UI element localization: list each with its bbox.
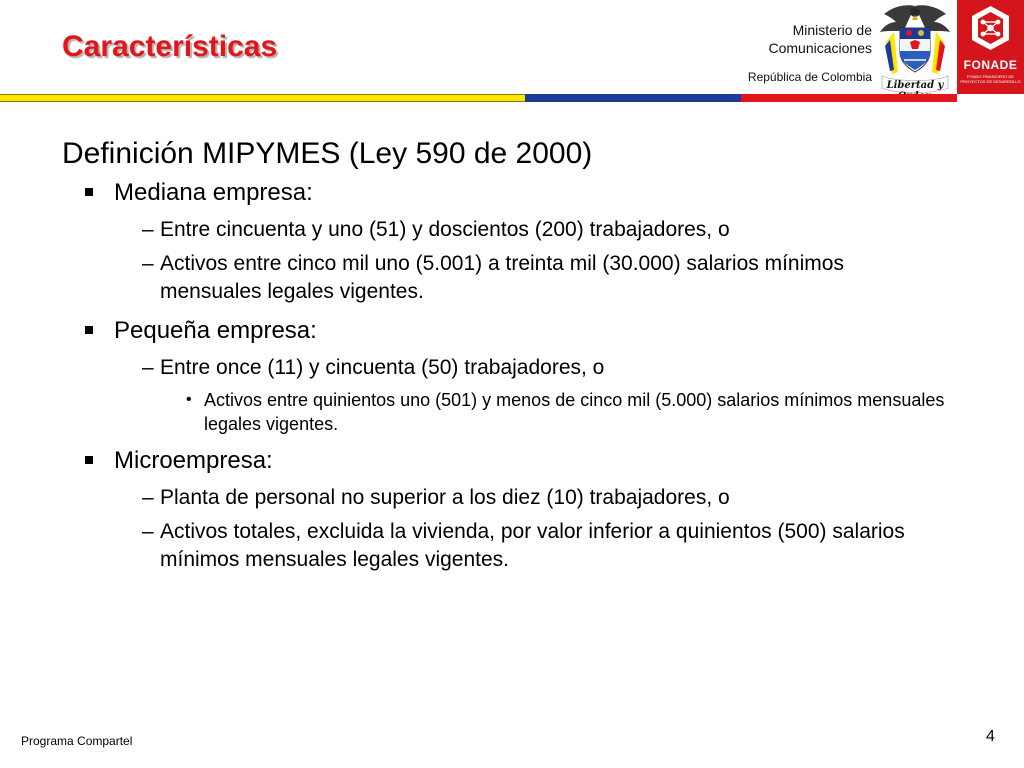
subbullet-item: [62, 518, 920, 574]
slide-title: Características: [62, 30, 278, 63]
bullet-label: Pequeña empresa:: [114, 317, 317, 344]
bullet-micro: [62, 446, 962, 476]
coat-motto: Libertad y: [886, 80, 944, 91]
slide-content: [62, 136, 962, 580]
dash-bullet-icon: –: [142, 218, 154, 241]
page-number: 4: [986, 728, 995, 745]
subsubbullet-item: [62, 388, 949, 436]
stripe-yellow: [0, 94, 525, 102]
square-bullet-icon: [85, 456, 93, 464]
dash-bullet-icon: –: [142, 520, 154, 543]
bullet-label: Mediana empresa:: [114, 179, 313, 206]
subbullet-item: [62, 216, 962, 244]
subbullet-text: Planta de personal no superior a los diez (10) trabajadores, o: [160, 486, 730, 509]
subbullet-text: Activos entre cinco mil uno (5.001) a treinta mil (30.000) salarios mínimos mensuales legales vigentes.: [160, 252, 844, 303]
stripe-blue: [525, 94, 741, 102]
subbullet-item: [62, 484, 962, 512]
fonade-wordmark: FONADE: [963, 58, 1018, 72]
dash-bullet-icon: –: [142, 486, 154, 509]
dot-bullet-icon: •: [186, 391, 192, 408]
bullet-mediana: [62, 178, 962, 208]
header-stripe: [0, 94, 957, 102]
republic-label: República de Colombia: [747, 70, 872, 84]
footer-program: Programa Compartel: [21, 734, 133, 748]
ministry-line-1: Ministerio de: [792, 22, 872, 38]
dash-bullet-icon: –: [142, 252, 154, 275]
body-heading: Definición MIPYMES (Ley 590 de 2000): [62, 137, 593, 170]
subbullet-text: Entre cincuenta y uno (51) y doscientos (200) trabajadores, o: [160, 218, 730, 241]
fonade-network-icon: [957, 0, 1024, 58]
ministry-line-2: Comunicaciones: [768, 40, 872, 56]
subbullet-text: Entre once (11) y cincuenta (50) trabajadores, o: [160, 356, 605, 379]
square-bullet-icon: [85, 326, 93, 334]
subbullet-item: [62, 250, 920, 306]
bullet-pequena: [62, 316, 962, 346]
subsubbullet-text: Activos entre quinientos uno (501) y menos de cinco mil (5.000) salarios mínimos mensuales legales vigentes.: [204, 390, 945, 434]
bullet-label: Microempresa:: [114, 447, 273, 474]
square-bullet-icon: [85, 188, 93, 196]
subbullet-text: Activos totales, excluida la vivienda, por valor inferior a quinientos (500) salarios mínimos mensuales legales vigentes.: [160, 520, 905, 571]
stripe-red: [741, 94, 957, 102]
dash-bullet-icon: –: [142, 356, 154, 379]
subbullet-item: [62, 354, 962, 382]
fonade-subtitle: FONDO FINANCIERO DE PROYECTOS DE DESARROLLO: [960, 74, 1021, 84]
ministry-name: [769, 21, 873, 57]
fonade-logo: [957, 0, 1024, 94]
